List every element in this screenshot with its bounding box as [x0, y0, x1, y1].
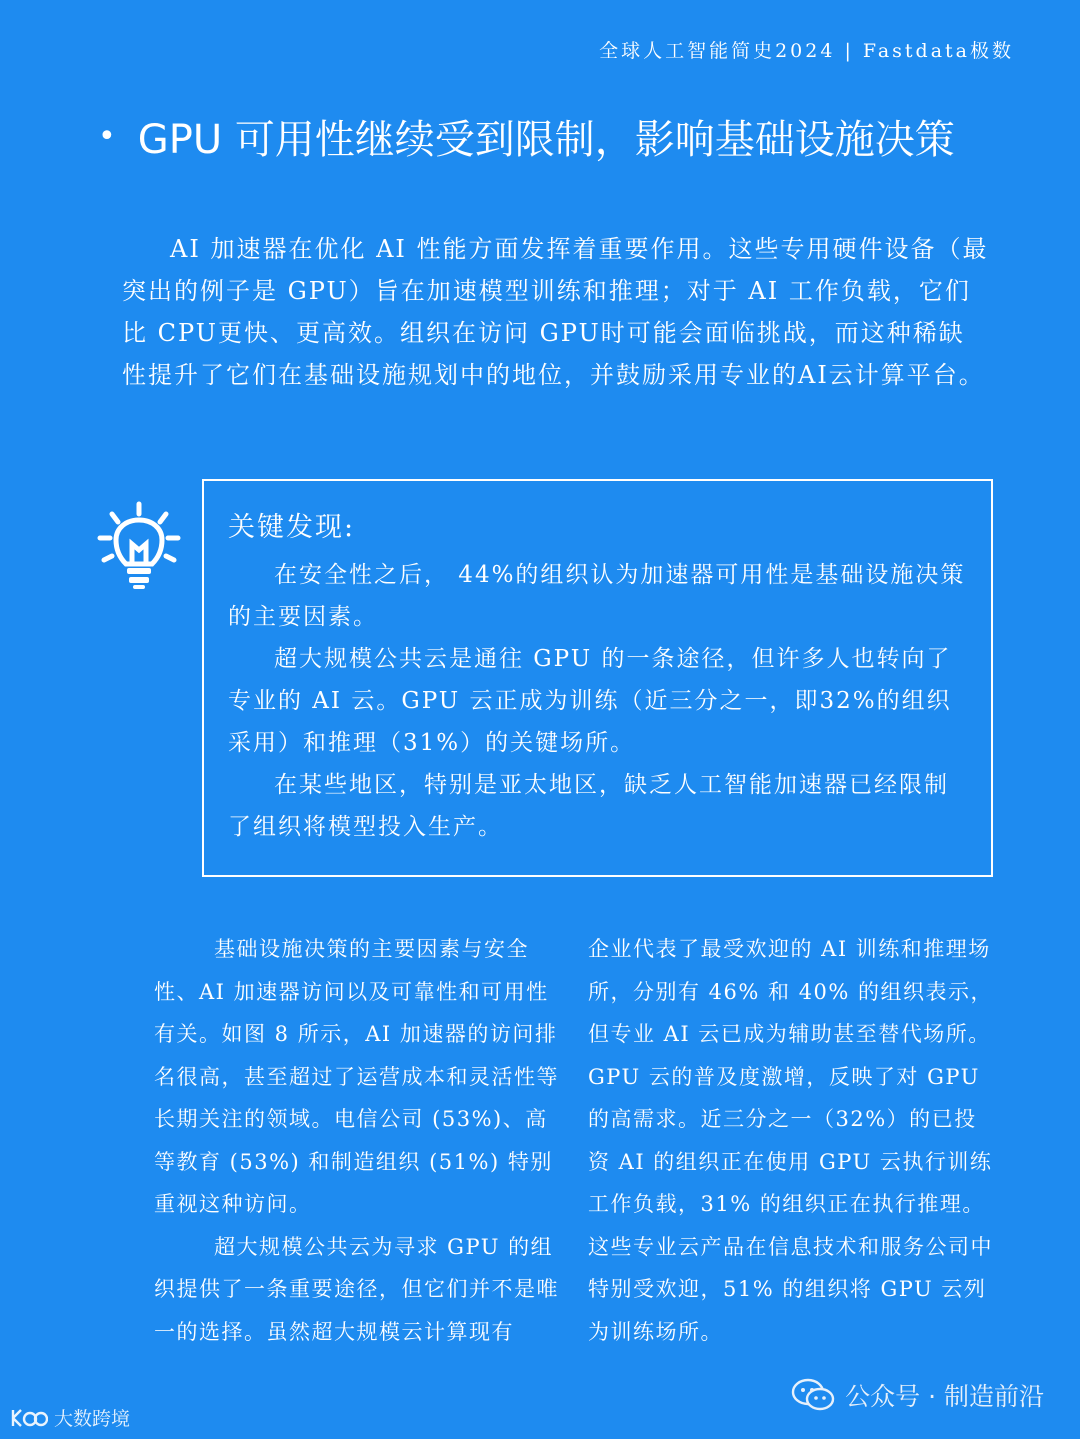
k-logo-icon: [10, 1407, 48, 1429]
watermark-left: [10, 1404, 130, 1431]
wechat-icon: [791, 1378, 835, 1412]
watermark-right-text: 公众号 · 制造前沿: [845, 1382, 1044, 1411]
body-paragraph: 基础设施决策的主要因素与安全性、AI 加速器访问以及可靠性和可用性有关。如图 8 所示，AI 加速器的访问排名很高，甚至超过了运营成本和灵活性等长期关注的领域。电信公司 (53%)、高等教育 (53%) 和制造组织 (51%) 特别重视这种访问。: [154, 937, 559, 1216]
running-header: 全球人工智能简史2024 | Fastdata极数: [599, 40, 1014, 62]
key-finding-paragraph: 在某些地区，特别是亚太地区，缺乏人工智能加速器已经限制了组织将模型投入生产。: [228, 772, 949, 840]
title-bullet: •: [98, 119, 116, 154]
section-title-row: [98, 108, 955, 165]
intro-paragraph: AI 加速器在优化 AI 性能方面发挥着重要作用。这些专用硬件设备（最突出的例子是 GPU）旨在加速模型训练和推理；对于 AI 工作负载，它们比 CPU更快、更高效。组织在访问 GPU时可能会面临挑战，而这种稀缺性提升了它们在基础设施规划中的地位，并鼓励采用专业的AI云计算平台。: [122, 235, 989, 389]
body-column-right: [588, 928, 998, 1353]
key-finding-paragraph: 超大规模公共云是通往 GPU 的一条途径，但许多人也转向了专业的 AI 云。GPU 云正成为训练（近三分之一，即32%的组织采用）和推理（31%）的关键场所。: [228, 646, 952, 756]
key-findings-box: [202, 479, 993, 877]
body-paragraph: 超大规模公共云为寻求 GPU 的组织提供了一条重要途径，但它们并不是唯一的选择。虽然超大规模云计算现有: [154, 1234, 559, 1344]
key-finding-paragraph: 在安全性之后， 44%的组织认为加速器可用性是基础设施决策的主要因素。: [228, 562, 966, 630]
lightbulb-icon: [96, 500, 182, 590]
body-column-left: [154, 928, 564, 1353]
section-title: GPU 可用性继续受到限制，影响基础设施决策: [137, 117, 955, 163]
body-paragraph: 企业代表了最受欢迎的 AI 训练和推理场所，分别有 46% 和 40% 的组织表示，但专业 AI 云已成为辅助甚至替代场所。GPU 云的普及度激增，反映了对 GPU 的高需求。近三分之一（32%）的已投资 AI 的组织正在使用 GPU 云执行训练工作负载，31% 的组织正在执行推理。这些专业云产品在信息技术和服务公司中特别受欢迎，51% 的组织将 GPU 云列为训练场所。: [588, 937, 994, 1344]
key-findings-title: 关键发现:: [228, 512, 356, 543]
watermark-right: [791, 1377, 1044, 1413]
watermark-left-text: 大数跨境: [54, 1408, 131, 1430]
